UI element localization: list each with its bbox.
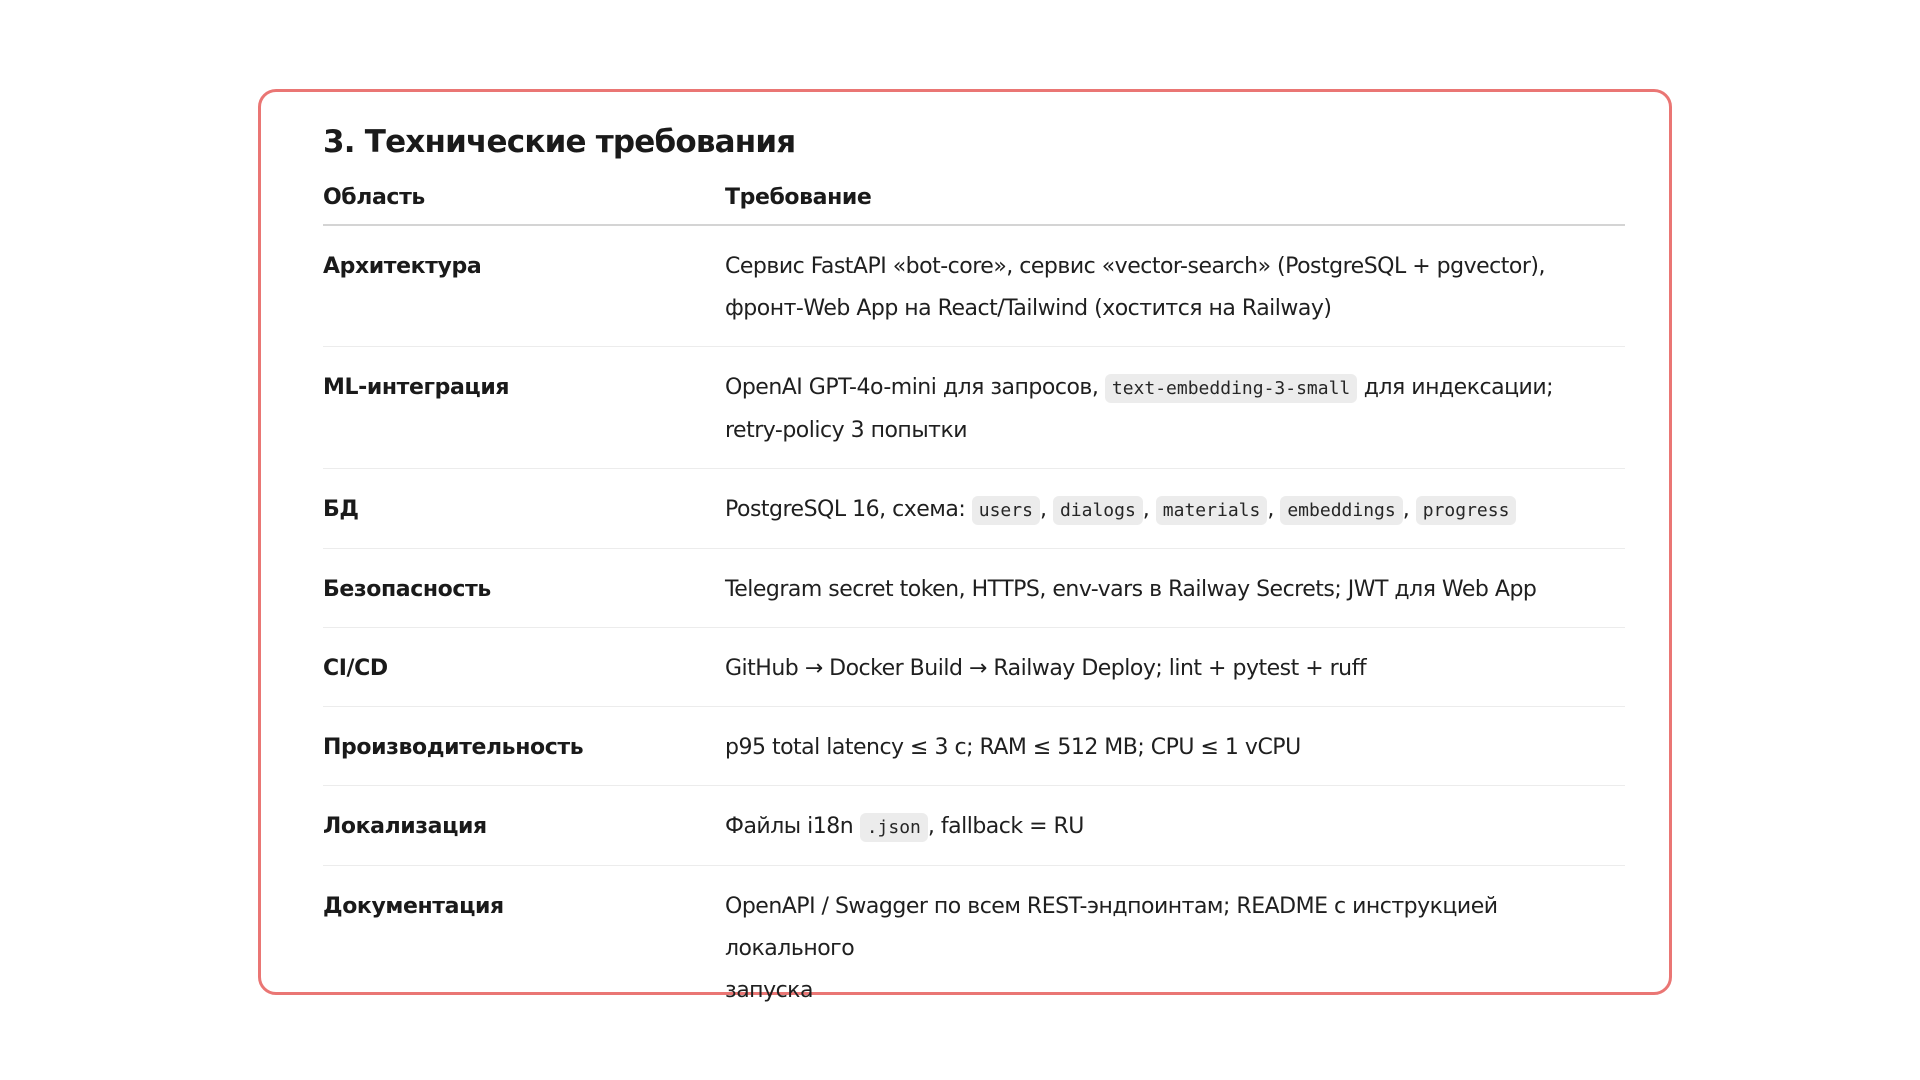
code-snippet: progress	[1416, 496, 1517, 525]
requirement-text: , fallback = RU	[927, 814, 1084, 839]
code-snippet: embeddings	[1280, 496, 1402, 525]
requirements-table	[323, 184, 1625, 1028]
row-area: Безопасность	[323, 549, 725, 628]
column-header-area: Область	[323, 184, 725, 225]
separator: ,	[1267, 497, 1281, 522]
table-row	[323, 469, 1625, 549]
requirement-text: для индексации;	[1357, 375, 1554, 400]
table-row	[323, 549, 1625, 628]
table-row	[323, 628, 1625, 707]
column-header-requirement: Требование	[725, 184, 1625, 225]
requirement-text: retry-policy 3 попытки	[725, 418, 968, 443]
row-requirement: Telegram secret token, HTTPS, env-vars в Railway Secrets; JWT для Web App	[725, 549, 1625, 628]
row-area: CI/CD	[323, 628, 725, 707]
requirement-text: Сервис FastAPI «bot-core», сервис «vector-search» (PostgreSQL + pgvector),	[725, 254, 1545, 279]
table-row	[323, 707, 1625, 786]
row-requirement	[725, 347, 1625, 469]
table-row	[323, 786, 1625, 866]
separator: ,	[1039, 497, 1053, 522]
requirement-text: Файлы i18n	[725, 814, 860, 839]
table-row	[323, 347, 1625, 469]
separator: ,	[1402, 497, 1416, 522]
requirement-text: запуска	[725, 978, 813, 1003]
row-requirement	[725, 786, 1625, 866]
row-requirement: p95 total latency ≤ 3 с; RAM ≤ 512 MB; CPU ≤ 1 vCPU	[725, 707, 1625, 786]
row-area: БД	[323, 469, 725, 549]
row-area: ML-интеграция	[323, 347, 725, 469]
requirement-text: фронт-Web App на React/Tailwind (хостится на Railway)	[725, 296, 1332, 321]
requirements-card	[258, 89, 1672, 1003]
code-snippet: text-embedding-3-small	[1105, 374, 1357, 403]
code-snippet: .json	[860, 813, 928, 842]
row-requirement	[725, 866, 1625, 1029]
code-snippet: users	[972, 496, 1040, 525]
row-area: Архитектура	[323, 225, 725, 347]
code-snippet: dialogs	[1053, 496, 1143, 525]
table-row	[323, 225, 1625, 347]
row-requirement: GitHub → Docker Build → Railway Deploy; lint + pytest + ruff	[725, 628, 1625, 707]
section-title: 3. Технические требования	[323, 124, 796, 160]
row-area: Производительность	[323, 707, 725, 786]
row-requirement	[725, 225, 1625, 347]
separator: ,	[1142, 497, 1156, 522]
requirement-text: OpenAPI / Swagger по всем REST-эндпоинтам; README с инструкцией локального	[725, 894, 1498, 961]
requirement-text: OpenAI GPT-4o-mini для запросов,	[725, 375, 1105, 400]
row-area: Локализация	[323, 786, 725, 866]
requirement-text: PostgreSQL 16, схема:	[725, 497, 972, 522]
table-header-row	[323, 184, 1625, 225]
row-requirement	[725, 469, 1625, 549]
table-row	[323, 866, 1625, 1029]
row-area: Документация	[323, 894, 504, 919]
code-snippet: materials	[1156, 496, 1268, 525]
